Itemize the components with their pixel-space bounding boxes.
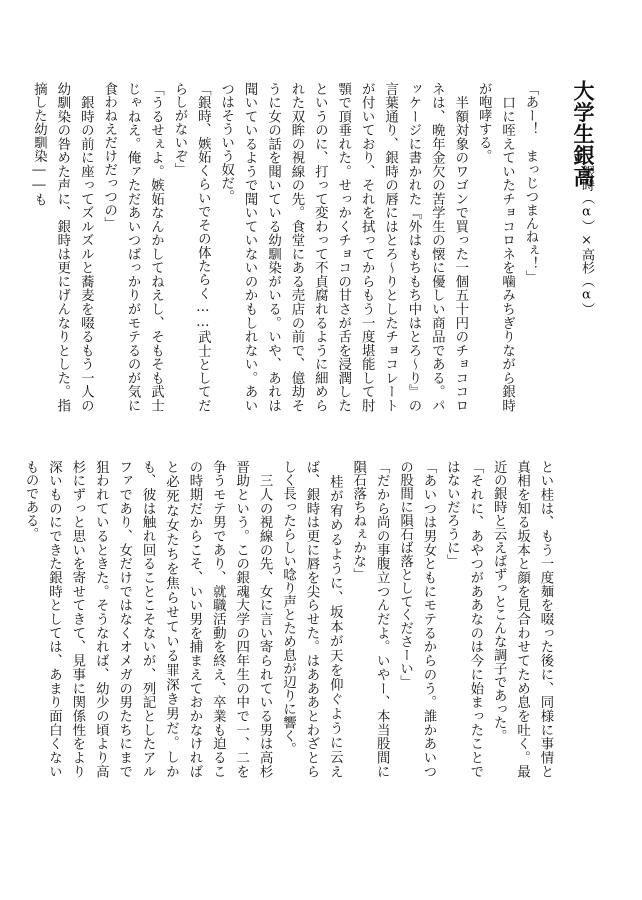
- paragraph: 「だから尚の事腹立つんだよ。いやー、本当股間に隕石落ちねぇかな」: [350, 460, 390, 778]
- paragraph: 「それに、あやつがああなのは今に始まったことではないだろうに」: [444, 460, 483, 778]
- upper-text-block: [31, 82, 542, 412]
- paragraph: 桂が宥めるように、坂本が天を仰ぐように云えば、銀時は更に唇を尖らせた。はあああとわざとらしく長ったらしい唸り声とため息が辺りに響く。: [280, 460, 343, 778]
- paragraph: 「あー！ まっじつまんねぇ！」: [523, 82, 538, 284]
- page-subtitle: 銀時（α）×高杉（α）: [579, 165, 594, 316]
- paragraph: 口に咥えていたチョコロネを噛みちぎりながら銀時が咆哮する。: [476, 82, 515, 412]
- page-title: 大学生銀高: [571, 80, 596, 188]
- paragraph: 半額対象のワゴンで買った一個五十円のチョココロネは、晩年金欠の苦学生の懐に優しい商品である。パッケージに書かれた『外はもちもち中はとろ〜り』の言葉通り、銀時の唇にはとろ〜りとしたチョコレートが付いており、それを拭ってからもう一度堪能して肘顎で頂垂れた。せっかくチョコの甘さが舌を浸潤したというのに、打って変わって不貞腐れるように細められた双眸の視線の先。食堂にある売店の前で、億劫そうに女の話を聞いている幼馴染がいる。いや、あれは聞いているようで聞いていないのかもしれない。あいつはそういう奴だ。: [218, 82, 468, 412]
- paragraph: 「銀時、嫉妬くらいでその体たらく……武士としてだらしがないぞ」: [171, 82, 211, 412]
- paragraph: 三人の視線の先、女に言い寄られている男は高杉晋助という。この銀魂大学の四年生の中で一、二を争うモテ男であり、就職活動を終え、卒業も迫るこの時期だからこそ、いい男を捕まえておかなければと必死な女たちを焦らせている罪深き男だ。しかも、彼は触れ回ることこそないが、列記としたアルファであり、女だけではなくオメガの男たちにまで狙われているときた。そうなれば、幼少の頃より高杉にずっと思いを寄せてきて、見事に関係性をより深いものにできた銀時としては、あまり面白くないものである。: [23, 460, 273, 778]
- paragraph: 「うるせぇよ。嫉妬なんかしてねえし、そもそも武士じゃねえ。俺ァただあいつばっかりがモテるのが気に食わねえだけだっつの」: [101, 82, 164, 412]
- paragraph: 銀時の前に座ってズルズルと蕎麦を啜るもう一人の幼馴染の咎めた声に、銀時は更にげんなりとした。指摘した幼馴染――も: [31, 82, 94, 412]
- paragraph: 「あいつは男女ともにモテるからのう。誰かあいつの股間に隕石ば落としてくださーい」: [397, 460, 436, 778]
- paragraph: とい桂は、もう一度麺を啜った後に、同様に事情と真相を知る坂本と顔を見合わせてため息を吐く。最近の銀時と云えばずっとこんな調子であった。: [491, 460, 553, 778]
- lower-text-block: [23, 460, 557, 778]
